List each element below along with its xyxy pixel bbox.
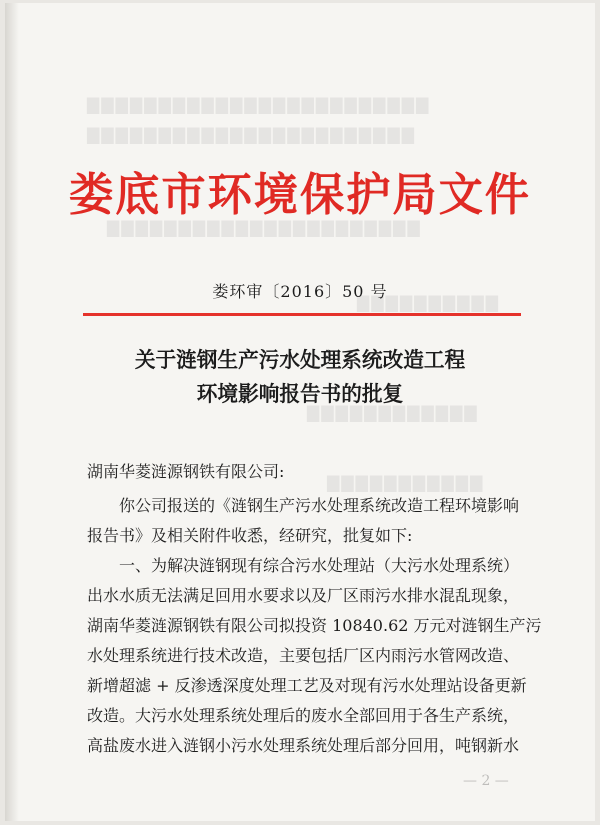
document-number: 娄环审〔2016〕50 号 xyxy=(212,282,388,301)
body-line: 改造。大污水处理系统处理后的废水全部回用于各生产系统， xyxy=(87,706,520,725)
addressee: 湖南华菱涟源钢铁有限公司: xyxy=(87,462,285,481)
document-subject xyxy=(5,343,595,411)
bleed-through-text: ▇▇▇▇▇▇▇▇▇▇▇▇ xyxy=(305,403,477,422)
subject-line-2: 环境影响报告书的批复 xyxy=(196,382,404,406)
body-line: 新增超滤 + 反渗透深度处理工艺及对现有污水处理站设备更新 xyxy=(87,676,527,695)
bleed-through-text: ▇▇▇▇▇▇▇▇▇▇▇▇▇▇▇▇▇▇▇▇▇▇▇▇ xyxy=(85,95,429,114)
page-number-mark: — 2 — xyxy=(463,773,509,789)
document-header-title: 娄底市环境保护局文件 xyxy=(68,168,532,221)
bleed-through-text: ▇▇▇▇▇▇▇▇▇▇▇▇▇▇▇▇▇▇▇▇▇▇▇ xyxy=(85,125,415,144)
body-line: 水处理系统进行技术改造，主要包括厂区内雨污水管网改造、 xyxy=(87,646,520,665)
body-line: 一、为解决涟钢现有综合污水处理站（大污水处理系统） xyxy=(119,556,520,575)
body-line: 出水水质无法满足回用水要求以及厂区雨污水排水混乱现象， xyxy=(87,586,520,605)
body-line: 高盐废水进入涟钢小污水处理系统处理后部分回用，吨钢新水 xyxy=(87,736,520,755)
body-line: 湖南华菱涟源钢铁有限公司拟投资 10840.62 万元对涟钢生产污 xyxy=(87,616,542,635)
bleed-through-text: ▇▇▇▇▇▇▇▇▇▇▇ xyxy=(325,473,483,492)
document-page xyxy=(5,3,595,821)
body-line: 报告书》及相关附件收悉，经研究，批复如下: xyxy=(87,526,413,545)
bleed-through-text: ▇▇▇▇▇▇▇▇▇▇ xyxy=(355,293,499,312)
bleed-through-text: ▇▇▇▇▇▇▇▇▇▇▇▇▇▇▇▇▇▇▇▇▇▇ xyxy=(105,218,420,237)
page-edge-shadow xyxy=(5,3,19,821)
body-line: 你公司报送的《涟钢生产污水处理系统改造工程环境影响 xyxy=(119,496,520,515)
subject-line-1: 关于涟钢生产污水处理系统改造工程 xyxy=(134,348,466,372)
header-divider xyxy=(83,313,521,316)
